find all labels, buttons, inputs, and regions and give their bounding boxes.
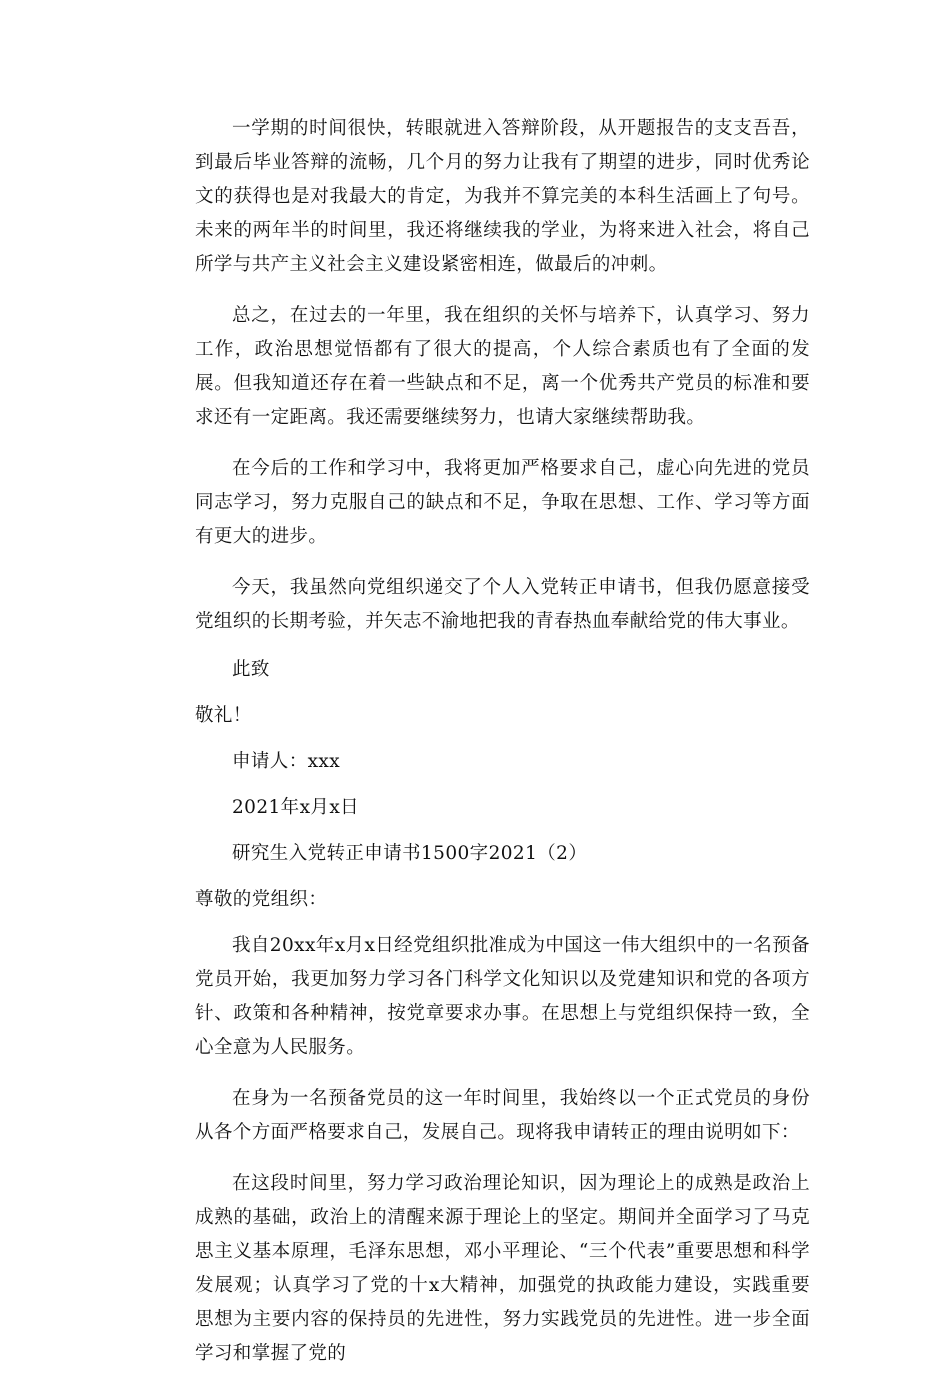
applicant-line: 申请人：xxx [232,751,341,772]
closing-cizhi: 此致 [232,659,270,680]
paragraph-future-work: 在今后的工作和学习中，我将更加严格要求自己，虚心向先进的党员同志学习，努力克服自己的缺点和不足，争取在思想、工作、学习等方面有更大的进步。 [195,458,810,547]
paragraph-summary: 总之，在过去的一年里，我在组织的关怀与培养下，认真学习、努力工作，政治思想觉悟都有了很大的提高，个人综合素质也有了全面的发展。但我知道还存在着一些缺点和不足，离一个优秀共产党员的标准和要求还有一定距离。我还需要继续努力，也请大家继续帮助我。 [195,305,810,428]
paragraph-probation-year: 在身为一名预备党员的这一年时间里，我始终以一个正式党员的身份从各个方面严格要求自己，发展自己。现将我申请转正的理由说明如下： [195,1088,810,1143]
paragraph-defense: 一学期的时间很快，转眼就进入答辩阶段，从开题报告的支支吾吾，到最后毕业答辩的流畅，几个月的努力让我有了期望的进步，同时优秀论文的获得也是对我最大的肯定，为我并不算完美的本科生活画上了句号。未来的两年半的时间里，我还将继续我的学业，为将来进入社会，将自己所学与共产主义社会主义建设紧密相连，做最后的冲刺。 [195,118,810,275]
section-title: 研究生入党转正申请书1500字2021（2） [232,843,588,864]
paragraph-today: 今天，我虽然向党组织递交了个人入党转正申请书，但我仍愿意接受党组织的长期考验，并矢志不渝地把我的青春热血奉献给党的伟大事业。 [195,577,810,632]
greeting-line: 尊敬的党组织： [195,889,328,910]
document-body [195,112,810,1388]
paragraph-probation-start: 我自20xx年x月x日经党组织批准成为中国这一伟大组织中的一名预备党员开始，我更加努力学习各门科学文化知识以及党建知识和党的各项方针、政策和各种精神，按党章要求办事。在思想上与党组织保持一致，全心全意为人民服务。 [195,935,810,1058]
paragraph-theory-study: 在这段时间里，努力学习政治理论知识，因为理论上的成熟是政治上成熟的基础，政治上的清醒来源于理论上的坚定。期间并全面学习了马克思主义基本原理，毛泽东思想，邓小平理论、“三个代表”重要思想和科学发展观；认真学习了党的十x大精神，加强党的执政能力建设，实践重要思想为主要内容的保持员的先进性，努力实践党员的先进性。进一步全面学习和掌握了党的 [195,1173,810,1364]
date-line: 2021年x月x日 [232,797,360,818]
salute-jingli: 敬礼！ [195,705,252,726]
